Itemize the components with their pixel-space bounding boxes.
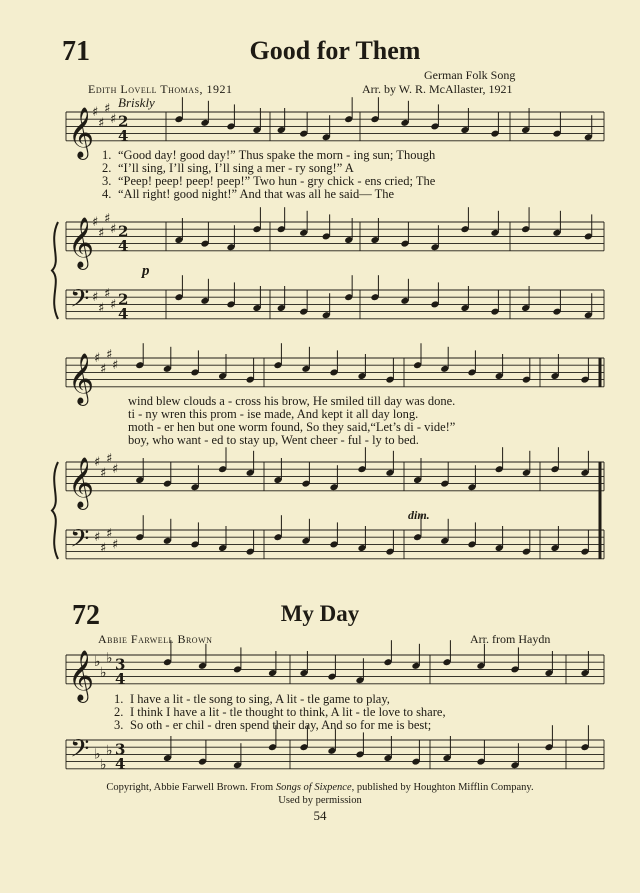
time-signature: 2	[118, 290, 129, 309]
key-accidental: ♯	[110, 112, 117, 128]
key-accidental: ♭	[100, 757, 107, 774]
hymn-71-arranger: Arr. by W. R. McAllaster, 1921	[362, 82, 513, 96]
key-accidental: ♯	[98, 225, 105, 241]
key-accidental: ♯	[106, 347, 113, 363]
treble-clef: 𝄞	[68, 106, 95, 158]
hymn-72-title: My Day	[280, 601, 360, 626]
hymn-71-tempo: Briskly	[118, 95, 155, 110]
key-accidental: ♯	[106, 526, 113, 542]
verse-line: 2. I think I have a lit - tle thought to think, A lit - tle love to share,	[114, 705, 446, 719]
key-accidental: ♯	[92, 290, 99, 306]
bass-clef: 𝄢	[70, 734, 90, 770]
hymn-71-number: 71	[62, 36, 90, 67]
key-accidental: ♯	[100, 465, 107, 481]
verse-line: boy, who want - ed to stay up, Went cheer - ful - ly to bed.	[128, 433, 419, 447]
copyright-notice: Copyright, Abbie Farwell Brown. From Songs of Sixpence, published by Houghton Mifflin Company.	[106, 782, 534, 793]
key-accidental: ♭	[106, 650, 113, 667]
dynamic-piano: p	[142, 263, 150, 279]
hymn-71-title: Good for Them	[249, 36, 421, 65]
verse-line: 1. “Good day! good day!” Thus spake the morn - ing sun; Though	[102, 148, 436, 162]
note-heads	[135, 97, 593, 769]
verse-line: 3. So oth - er chil - dren spend their day, And so for me is best;	[114, 718, 432, 732]
key-accidental: ♭	[106, 742, 113, 759]
key-accidental: ♯	[98, 301, 105, 316]
key-accidental: ♯	[94, 530, 101, 546]
verse-line: wind blew clouds a - cross his brow, He smiled till day was done.	[128, 394, 456, 408]
hymn-71-origin: German Folk Song	[424, 68, 516, 82]
treble-clef: 𝄞	[68, 649, 95, 701]
treble-clef: 𝄞	[68, 352, 95, 404]
key-accidental: ♯	[110, 297, 117, 313]
verse-line: moth - er hen but one worm found, So they said,“Let’s di - vide!”	[128, 420, 456, 434]
verse-line: 4. “All right! good night!” And that was all he said— The	[102, 187, 395, 201]
verse-line: ti - ny wren this prom - ise made, And kept it all day long.	[128, 407, 419, 421]
dynamic-diminuendo: dim.	[408, 508, 430, 522]
verse-line: 2. “I’ll sing, I’ll sing, I’ll sing a mer - ry song!” A	[102, 161, 354, 175]
hymn-72-author: Abbie Farwell Brown	[98, 632, 213, 646]
key-accidental: ♯	[112, 537, 119, 553]
key-accidental: ♯	[112, 462, 119, 478]
brace	[52, 222, 58, 319]
key-accidental: ♯	[112, 358, 119, 374]
verse-line: 1. I have a lit - tle song to sing, A lit - tle game to play,	[114, 692, 390, 706]
key-accidental: ♯	[100, 361, 107, 377]
time-signature: 3	[115, 655, 126, 674]
key-accidental: ♯	[104, 211, 111, 227]
hymn-72-number: 72	[72, 600, 100, 631]
key-accidental: ♯	[98, 115, 105, 131]
hymn-71-author: Edith Lovell Thomas, 1921	[88, 82, 233, 96]
treble-clef: 𝄞	[68, 456, 95, 508]
key-accidental: ♯	[104, 101, 111, 117]
verse-line: 3. “Peep! peep! peep! peep!” Two hun - gry chick - ens cried; The	[102, 174, 436, 188]
staff-lines	[52, 112, 604, 769]
time-signature: 2	[118, 112, 129, 131]
bass-clef: 𝄢	[70, 524, 90, 560]
time-signature: 2	[118, 222, 129, 241]
treble-clef: 𝄞	[68, 216, 95, 268]
time-signature: 4	[118, 236, 129, 255]
time-signature: 4	[118, 126, 129, 145]
key-accidental: ♭	[94, 746, 101, 763]
key-accidental: ♯	[94, 351, 101, 366]
key-accidental: ♯	[92, 215, 99, 230]
bass-clef: 𝄢	[70, 284, 90, 320]
key-accidental: ♭	[100, 665, 107, 681]
time-signature: 4	[115, 754, 126, 773]
hymn-72-arranger: Arr. from Haydn	[470, 632, 551, 646]
key-accidental: ♯	[104, 286, 111, 302]
key-accidental: ♭	[94, 654, 101, 671]
brace	[52, 462, 58, 559]
permission-notice: Used by permission	[278, 795, 362, 806]
key-accidental: ♯	[100, 541, 107, 556]
time-signature: 3	[115, 740, 126, 759]
key-accidental: ♯	[106, 451, 113, 467]
page-number: 54	[313, 808, 327, 823]
time-signature: 4	[118, 304, 129, 323]
time-signature: 4	[115, 669, 126, 688]
key-accidental: ♯	[110, 222, 117, 238]
key-accidental: ♯	[92, 105, 99, 120]
key-accidental: ♯	[94, 455, 101, 470]
clefs-and-signatures	[68, 101, 128, 773]
